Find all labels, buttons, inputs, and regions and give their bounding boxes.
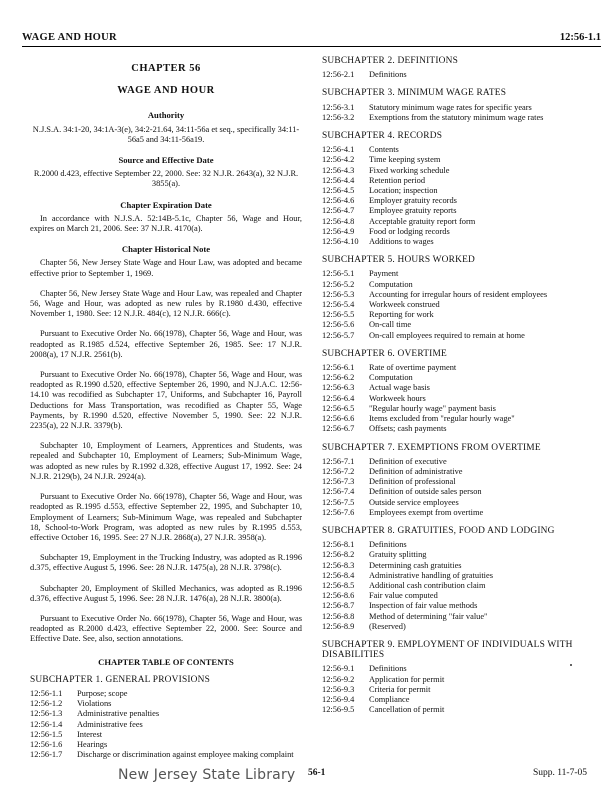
section-number: 12:56-4.4	[322, 175, 355, 185]
history-paragraph: Chapter 56, New Jersey State Wage and Hour Law, was adopted and became effective prior to September 1, 1969.	[30, 258, 302, 278]
toc-entry	[30, 740, 302, 750]
section-title: Contents	[369, 145, 399, 155]
toc-entry	[322, 571, 590, 581]
section-number: 12:56-9.1	[322, 664, 355, 674]
history-notes	[30, 258, 302, 644]
section-title: Additions to wages	[369, 237, 434, 247]
section-number: 12:56-9.3	[322, 684, 355, 694]
toc-entry	[322, 622, 590, 632]
section-title: Rate of overtime payment	[369, 363, 457, 373]
toc-entry	[30, 730, 302, 740]
section-number: 12:56-4.9	[322, 226, 355, 236]
section-number: 12:56-7.1	[322, 456, 355, 466]
toc-entry	[322, 550, 590, 560]
toc-entry	[30, 709, 302, 719]
toc-entry	[322, 581, 590, 591]
section-number: 12:56-7.3	[322, 477, 355, 487]
section-title: Method of determining "fair value"	[369, 611, 488, 621]
section-title: Payment	[369, 269, 399, 279]
toc-entry	[322, 103, 590, 113]
section-title: Hearings	[77, 739, 108, 749]
section-number: 12:56-4.6	[322, 196, 355, 206]
toc-entry	[322, 705, 590, 715]
toc-entry	[322, 467, 590, 477]
supplement-date: Supp. 11-7-05	[532, 768, 587, 778]
section-title: Workweek hours	[369, 393, 426, 403]
toc-entry	[322, 404, 590, 414]
section-title: Retention period	[369, 175, 426, 185]
toc-entry	[322, 664, 590, 674]
section-title: Time keeping system	[369, 155, 441, 165]
subchapter-group	[322, 349, 590, 435]
section-number: 12:56-6.1	[322, 363, 355, 373]
toc-entry	[322, 300, 590, 310]
toc-entry	[322, 601, 590, 611]
section-number: 12:56-8.5	[322, 580, 355, 590]
history-paragraph: Subchapter 19, Employment in the Trucking Industry, was adopted as R.1996 d.375, effective August 5, 1996. See: 28 N.J.R. 1475(a), 28 N.J.R. 3798(c).	[30, 553, 302, 573]
section-title: Definitions	[369, 540, 407, 550]
toc-entry	[322, 196, 590, 206]
history-paragraph: Subchapter 10, Employment of Learners, Apprentices and Students, was repealed and Subchapter 10, Employment of Learners; Sub-Minimum Wage, was adopted as new rules by R.1992 d.328, effective August 17, 1992. See: 24 N.J.R. 2129(b), 24 N.J.R. 2924(a).	[30, 441, 302, 481]
toc-entry	[322, 675, 590, 685]
toc-entry	[30, 689, 302, 699]
subchapter-group	[322, 255, 590, 341]
toc-entry	[322, 237, 590, 247]
section-title: Items excluded from "regular hourly wage"	[369, 414, 515, 424]
section-title: Fair value computed	[369, 591, 438, 601]
toc-entry	[322, 498, 590, 508]
subchapter-title: SUBCHAPTER 1. GENERAL PROVISIONS	[30, 674, 211, 685]
section-number: 12:56-5.2	[322, 279, 355, 289]
toc-entry	[322, 290, 590, 300]
right-column	[322, 56, 590, 723]
section-title: (Reserved)	[369, 621, 406, 631]
section-number: 12:56-8.7	[322, 601, 355, 611]
subchapter-title: SUBCHAPTER 2. DEFINITIONS	[322, 56, 458, 66]
section-title: Definitions	[369, 70, 407, 80]
toc-entry	[322, 113, 590, 123]
section-number: 12:56-3.1	[322, 102, 355, 112]
section-number: 12:56-8.9	[322, 621, 355, 631]
section-number: 12:56-9.5	[322, 705, 355, 715]
page-number: 56-1	[308, 768, 326, 778]
section-number: 12:56-8.6	[322, 591, 355, 601]
section-title: Violations	[77, 699, 112, 709]
section-number: 12:56-4.2	[322, 155, 355, 165]
toc-entry	[322, 383, 590, 393]
history-paragraph: Pursuant to Executive Order No. 66(1978), Chapter 56, Wage and Hour, was readopted as R.2000 d.423, effective September 22, 2000. See: Source and Effective Date. See, also, section annotations.	[30, 613, 302, 644]
toc-entry	[322, 206, 590, 216]
section-number: 12:56-1.4	[30, 719, 63, 729]
section-number: 12:56-6.6	[322, 414, 355, 424]
section-number: 12:56-8.2	[322, 550, 355, 560]
expiration-heading: Chapter Expiration Date	[120, 199, 212, 210]
toc-entry	[322, 457, 590, 467]
section-title: Gratuity splitting	[369, 550, 427, 560]
section-number: 12:56-8.4	[322, 570, 355, 580]
section-title: Application for permit	[369, 674, 445, 684]
section-title: Definition of outside sales person	[369, 487, 482, 497]
section-number: 12:56-8.8	[322, 611, 355, 621]
section-number: 12:56-6.2	[322, 373, 355, 383]
toc-entry	[30, 699, 302, 709]
subchapter-title: SUBCHAPTER 9. EMPLOYMENT OF INDIVIDUALS WITH DISABILITIES	[322, 639, 573, 661]
toc-entry	[322, 227, 590, 237]
section-number: 12:56-2.1	[322, 70, 355, 80]
section-number: 12:56-7.5	[322, 497, 355, 507]
section-number: 12:56-7.4	[322, 487, 355, 497]
toc-entry	[322, 155, 590, 165]
section-number: 12:56-7.6	[322, 507, 355, 517]
subchapter-title: SUBCHAPTER 4. RECORDS	[322, 131, 443, 142]
toc-entry	[30, 720, 302, 730]
section-title: Administrative handling of gratuities	[369, 570, 493, 580]
section-title: Purpose; scope	[77, 688, 128, 698]
section-title: Administrative fees	[77, 719, 143, 729]
section-number: 12:56-4.3	[322, 165, 355, 175]
section-title: Compliance	[369, 694, 410, 704]
toc-entry	[322, 424, 590, 434]
toc-entry	[322, 363, 590, 373]
section-title: Acceptable gratuity report form	[369, 216, 476, 226]
section-title: Additional cash contribution claim	[369, 580, 486, 590]
section-title: Fixed working schedule	[369, 165, 450, 175]
toc-entry	[322, 591, 590, 601]
section-number: 12:56-4.10	[322, 237, 359, 247]
toc-entry	[322, 176, 590, 186]
section-number: 12:56-1.1	[30, 688, 63, 698]
section-title: Employees exempt from overtime	[369, 507, 484, 517]
subchapter-title: SUBCHAPTER 8. GRATUITIES, FOOD AND LODGING	[322, 525, 555, 536]
toc-right	[322, 56, 590, 715]
section-number: 12:56-6.5	[322, 403, 355, 413]
section-number: 12:56-1.2	[30, 699, 63, 709]
section-number: 12:56-4.1	[322, 145, 355, 155]
section-number: 12:56-5.1	[322, 269, 355, 279]
toc-entry	[322, 487, 590, 497]
section-title: Accounting for irregular hours of resident employees	[369, 289, 548, 299]
history-paragraph: Subchapter 20, Employment of Skilled Mechanics, was adopted as R.1996 d.376, effective August 5, 1996. See: 28 N.J.R. 1476(a), 28 N.J.R. 3800(a).	[30, 583, 302, 603]
section-title: Food or lodging records	[369, 226, 450, 236]
toc-entry	[322, 331, 590, 341]
toc-entry	[322, 508, 590, 518]
section-title: Determining cash gratuities	[369, 560, 462, 570]
history-paragraph: Pursuant to Executive Order No. 66(1978), Chapter 56, Wage and Hour, was readopted as R.1995 d.553, effective September 22, 1995, and Subchapter 10, Employment of Learners; Sub-Minimum Wage, was repealed and Subchapter 18, School-to-Work Program, was adopted as new rules by R.1995 d.553, effective October 16, 1995. See: 27 N.J.R. 2868(a), 27 N.J.R. 3958(a).	[30, 492, 302, 542]
section-title: Offsets; cash payments	[369, 424, 447, 434]
subchapter-group	[322, 88, 590, 123]
toc-entry	[322, 540, 590, 550]
source-text: R.2000 d.423, effective September 22, 2000. See: 32 N.J.R. 2643(a), 32 N.J.R. 3855(a).	[33, 169, 299, 189]
toc-entry	[322, 685, 590, 695]
section-title: Definition of administrative	[369, 466, 463, 476]
section-title: Administrative penalties	[77, 709, 160, 719]
section-number: 12:56-1.6	[30, 739, 63, 749]
toc-entry	[322, 186, 590, 196]
library-watermark: New Jersey State Library	[118, 767, 296, 783]
section-number: 12:56-9.2	[322, 674, 355, 684]
toc-entry	[322, 310, 590, 320]
section-title: Employee gratuity reports	[369, 206, 457, 216]
section-number: 12:56-7.2	[322, 466, 355, 476]
section-number: 12:56-5.5	[322, 310, 355, 320]
section-title: Outside service employees	[369, 497, 459, 507]
subchapter-group	[30, 675, 302, 761]
toc-entry	[322, 695, 590, 705]
toc-entry	[322, 477, 590, 487]
chapter-number: CHAPTER 56	[131, 63, 201, 74]
section-title: Actual wage basis	[369, 383, 430, 393]
section-number: 12:56-4.7	[322, 206, 355, 216]
toc-entry	[322, 145, 590, 155]
history-heading: Chapter Historical Note	[121, 244, 211, 255]
authority-heading: Authority	[147, 110, 185, 121]
section-number: 12:56-1.7	[30, 750, 63, 760]
history-paragraph: Chapter 56, New Jersey State Wage and Hour Law, was repealed and Chapter 56, Wage and Hour, was adopted as new rules by R.1980 d.430, effective November 1, 1980. See: 12 N.J.R. 484(c), 12 N.J.R. 666(c).	[30, 288, 302, 319]
chapter-title: WAGE AND HOUR	[117, 85, 215, 97]
running-header	[22, 32, 601, 47]
history-paragraph: Pursuant to Executive Order No. 66(1978), Chapter 56, Wage and Hour, was readopted as R.1990 d.520, effective September 26, 1990, and N.J.A.C. 12:56-14.10 was recodified as Subchapter 17, Uniforms, and Subchapter 16, Payroll Deductions for Mass Transportation, was recodified as Chapter 55, Wage Payments, by R.1990 d.520, effective November 5, 1990. See: 22 N.J.R. 2235(a), 22 N.J.R. 3379(b).	[30, 370, 302, 431]
section-title: Location; inspection	[369, 186, 438, 196]
section-number: 12:56-5.4	[322, 300, 355, 310]
subchapter-title: SUBCHAPTER 7. EXEMPTIONS FROM OVERTIME	[322, 442, 541, 453]
toc-entry	[30, 750, 302, 760]
section-number: 12:56-6.3	[322, 383, 355, 393]
subchapter-group	[322, 526, 590, 632]
toc-entry	[322, 394, 590, 404]
toc-entry	[322, 373, 590, 383]
section-number: 12:56-4.5	[322, 186, 355, 196]
section-title: Computation	[369, 373, 413, 383]
toc-entry	[322, 269, 590, 279]
section-title: Reporting for work	[369, 310, 434, 320]
section-number: 12:56-8.1	[322, 540, 355, 550]
toc-entry	[322, 612, 590, 622]
left-column	[30, 56, 302, 768]
section-number: 12:56-9.4	[322, 694, 355, 704]
expiration-text: In accordance with N.J.S.A. 52:14B-5.1c, Chapter 56, Wage and Hour, expires on March 21, 2006. See: 37 N.J.R. 4170(a).	[30, 213, 302, 234]
section-title: Definition of professional	[369, 477, 456, 487]
section-number: 12:56-6.7	[322, 424, 355, 434]
toc-heading: CHAPTER TABLE OF CONTENTS	[98, 656, 234, 667]
subchapter-title: SUBCHAPTER 6. OVERTIME	[322, 348, 447, 359]
toc-left	[30, 675, 302, 761]
section-title: Discharge or discrimination against employee making complaint	[77, 750, 294, 760]
section-title: Employer gratuity records	[369, 196, 457, 206]
section-title: Criteria for permit	[369, 684, 431, 694]
section-number: 12:56-4.8	[322, 216, 355, 226]
section-title: "Regular hourly wage" payment basis	[369, 403, 496, 413]
authority-text: N.J.S.A. 34:1-20, 34:1A-3(e), 34:2-21.64, 34:11-56a et seq., specifically 34:11-56a5 and 34:11-56a19.	[32, 124, 300, 144]
section-number: 12:56-3.2	[322, 112, 355, 122]
subchapter-group	[322, 56, 590, 80]
subchapter-title: SUBCHAPTER 3. MINIMUM WAGE RATES	[322, 88, 507, 99]
toc-entry	[322, 561, 590, 571]
section-number: 12:56-5.6	[322, 320, 355, 330]
toc-entry	[322, 280, 590, 290]
toc-entry	[322, 166, 590, 176]
section-title: Exemptions from the statutory minimum wage rates	[369, 112, 544, 122]
section-title: Interest	[77, 729, 103, 739]
toc-entry	[322, 70, 590, 80]
section-title: Inspection of fair value methods	[369, 601, 478, 611]
section-title: Definition of executive	[369, 456, 447, 466]
section-title: Workweek construed	[369, 300, 440, 310]
subchapter-group	[322, 131, 590, 247]
section-number: 12:56-5.3	[322, 289, 355, 299]
subchapter-title: SUBCHAPTER 5. HOURS WORKED	[322, 255, 475, 266]
section-title: Computation	[369, 279, 413, 289]
history-paragraph: Pursuant to Executive Order No. 66(1978), Chapter 56, Wage and Hour, was readopted as R.1985 d.524, effective September 26, 1985. See: 17 N.J.R. 2008(a), 17 N.J.R. 2561(b).	[30, 329, 302, 359]
section-title: On-call employees required to remain at home	[369, 330, 525, 340]
subchapter-group	[322, 443, 590, 518]
section-number: 12:56-8.3	[322, 560, 355, 570]
section-number: 12:56-1.5	[30, 729, 63, 739]
stray-mark	[570, 664, 572, 666]
toc-entry	[322, 414, 590, 424]
section-title: Definitions	[369, 664, 407, 674]
section-title: Statutory minimum wage rates for specific years	[369, 102, 532, 112]
toc-entry	[322, 217, 590, 227]
source-heading: Source and Effective Date	[118, 155, 214, 166]
header-section-number: 12:56-1.1	[559, 32, 601, 43]
header-chapter-title: WAGE AND HOUR	[22, 32, 117, 43]
section-number: 12:56-6.4	[322, 393, 355, 403]
section-title: On-call time	[369, 320, 412, 330]
section-title: Cancellation of permit	[369, 705, 445, 715]
section-number: 12:56-1.3	[30, 709, 63, 719]
toc-entry	[322, 320, 590, 330]
subchapter-group	[322, 640, 590, 715]
section-number: 12:56-5.7	[322, 330, 355, 340]
